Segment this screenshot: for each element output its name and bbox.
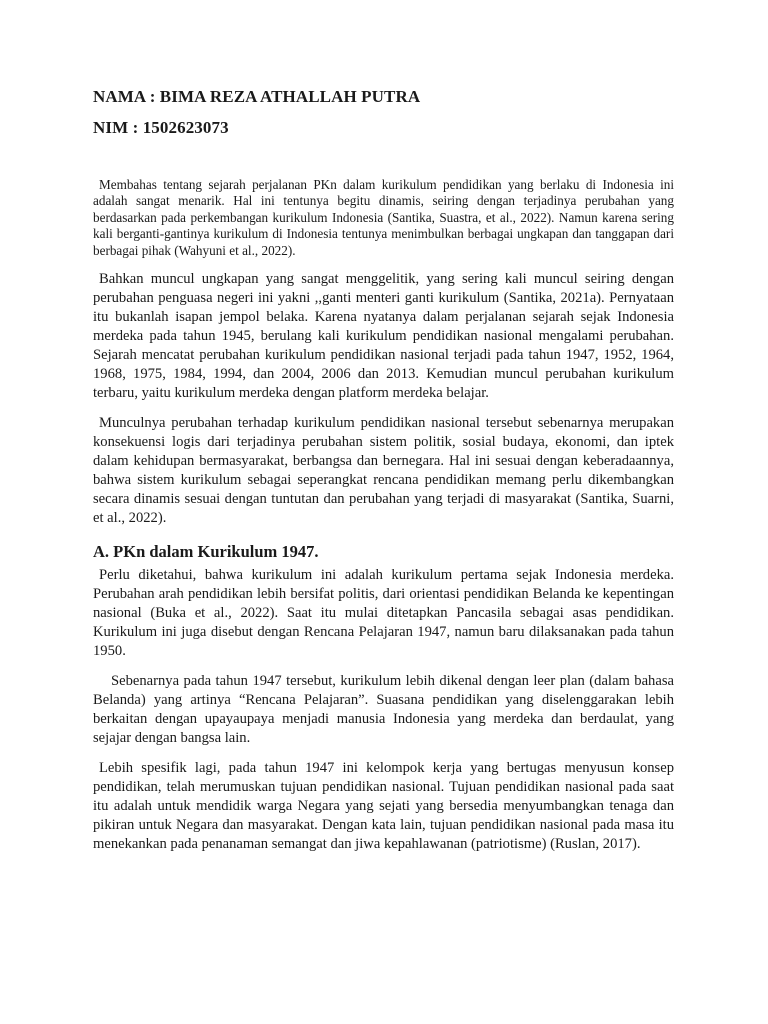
intro-paragraph-2: Bahkan muncul ungkapan yang sangat menggelitik, yang sering kali muncul seiring dengan perubahan penguasa negeri ini yakni ,,ganti menteri ganti kurikulum (Santika, 2021a). Pernyataan itu bukanlah isapan jempol belaka. Karena nyatanya dalam perjalanan sejarah sejak Indonesia merdeka pada tahun 1945, berulang kali kurikulum pendidikan nasional mengalami perubahan. Sejarah mencatat perubahan kurikulum pendidikan nasional terjadi pada tahun 1947, 1952, 1964, 1968, 1975, 1984, 1994, dan 2004, 2006 dan 2013. Kemudian muncul perubahan kurikulum terbaru, yaitu kurikulum merdeka dengan platform merdeka belajar. xyxy=(93,271,674,402)
student-name: NAMA : BIMA REZA ATHALLAH PUTRA xyxy=(93,87,421,106)
section-a-paragraph-2: Sebenarnya pada tahun 1947 tersebut, kurikulum lebih dikenal dengan leer plan (dalam bahasa Belanda) yang artinya “Rencana Pelajaran”. Suasana pendidikan yang diselenggarakan lebih berkaitan dengan upayaupaya menjadi manusia Indonesia yang merdeka dan berdaulat, yang sejajar dengan bangsa lain. xyxy=(93,673,674,747)
intro-paragraph-1: Membahas tentang sejarah perjalanan PKn dalam kurikulum pendidikan yang berlaku di Indonesia ini adalah sangat menarik. Hal ini tentunya begitu dinamis, seiring dengan terjadinya perubahan yang berdasarkan pada perkembangan kurikulum Indonesia (Santika, Suastra, et al., 2022). Namun karena sering kali berganti-gantinya kurikulum di Indonesia tentunya menimbulkan berbagai ungkapan dan tanggapan dari berbagai pihak (Wahyuni et al., 2022). xyxy=(93,177,674,258)
student-nim: NIM : 1502623073 xyxy=(93,118,229,137)
section-a-paragraph-1: Perlu diketahui, bahwa kurikulum ini adalah kurikulum pertama sejak Indonesia merdeka. Perubahan arah pendidikan lebih bersifat politis, dari orientasi pendidikan Belanda ke kepentingan nasional (Buka et al., 2022). Saat itu mulai ditetapkan Pancasila sebagai asas pendidikan. Kurikulum ini juga disebut dengan Rencana Pelajaran 1947, namun baru dilaksanakan pada tahun 1950. xyxy=(93,567,674,660)
document-page xyxy=(93,86,674,854)
section-a-heading: A. PKn dalam Kurikulum 1947. xyxy=(93,542,319,562)
section-a-paragraph-3: Lebih spesifik lagi, pada tahun 1947 ini kelompok kerja yang bertugas menyusun konsep pendidikan, telah merumuskan tujuan pendidikan nasional. Tujuan pendidikan nasional pada saat itu adalah untuk mendidik warga Negara yang sejati yang bersedia menyumbangkan tenaga dan pikiran untuk Negara dan masyarakat. Dengan kata lain, tujuan pendidikan nasional pada masa itu menekankan pada penanaman semangat dan jiwa kepahlawanan (patriotisme) (Ruslan, 2017). xyxy=(93,760,674,853)
intro-paragraph-3: Munculnya perubahan terhadap kurikulum pendidikan nasional tersebut sebenarnya merupakan konsekuensi logis dari terjadinya perubahan sistem politik, sosial budaya, ekonomi, dan iptek dalam kehidupan bermasyarakat, berbangsa dan bernegara. Hal ini sesuai dengan keberadaannya, bahwa sistem kurikulum sebagai seperangkat rencana pendidikan memang perlu dikembangkan secara dinamis sesuai dengan tuntutan dan perubahan yang terjadi di masyarakat (Santika, Suarni, et al., 2022). xyxy=(93,415,674,527)
